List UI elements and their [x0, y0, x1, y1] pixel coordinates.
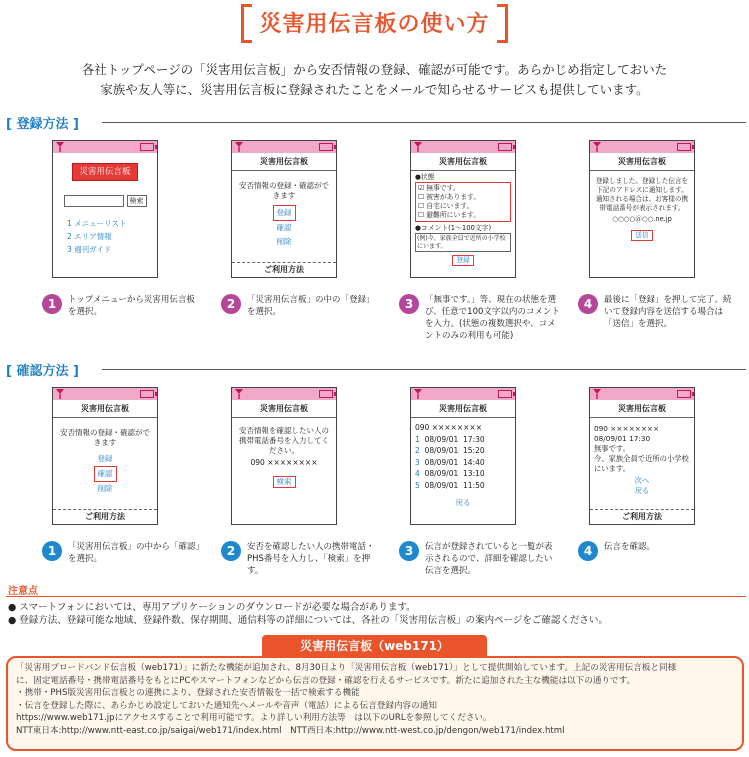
register-step-4 [578, 294, 743, 350]
step-number: 4 [578, 294, 598, 314]
back-link[interactable]: 戻る [455, 498, 471, 507]
screen-header: 災害用伝言板 [53, 400, 157, 418]
notes-divider [6, 596, 746, 597]
notify-address: ○○○○＠○○.ne.jp [612, 215, 672, 223]
confirm-heading: [ 確認方法 ] [6, 360, 83, 379]
step-number: 3 [399, 294, 419, 314]
antenna-icon [56, 389, 64, 399]
step-number: 4 [578, 541, 598, 561]
battery-icon [498, 143, 512, 151]
notes-heading: 注意点 [8, 586, 38, 597]
screen-text: 安否情報の登録・確認ができます [60, 428, 150, 447]
note-item: ● 登録方法、登録可能な地域、登録件数、保存期間、通信料等の詳細については、各社の「災害用伝言板」の案内ページをご確認ください。 [8, 615, 608, 626]
antenna-icon [414, 389, 422, 399]
antenna-icon [235, 389, 243, 399]
page-title: 災害用伝言板の使い方 [241, 4, 507, 43]
battery-icon [140, 143, 154, 151]
web171-line: ・伝言を登録した際に、あらかじめ設定しておいた通知先へメールや音声（電話）による伝言登録内容の通知 [16, 700, 437, 711]
searched-number: 090 ×××××××× [594, 424, 660, 433]
confirm-link[interactable]: 確認 [276, 223, 292, 232]
status-option[interactable]: ☐ 避難所にいます。 [418, 211, 481, 219]
phone-confirm-3 [410, 387, 516, 525]
screen-text: 安否情報を確認したい人の携帯電話番号を入力してください。 [239, 426, 329, 455]
message-row[interactable]: 1 08/09/01 17:30 [415, 434, 485, 444]
step-number: 2 [221, 541, 241, 561]
step-text: 「災害用伝言板」の中の「登録」を選択。 [247, 295, 375, 317]
phone-register-1 [52, 140, 158, 278]
message-comment: 今、家族全員で近所の小学校にいます。 [594, 454, 689, 473]
step-text: 安否を確認したい人の携帯電話・PHS番号を入力し、「検索」を押す。 [247, 542, 375, 576]
register-heading: [ 登録方法 ] [6, 113, 83, 132]
status-options [415, 182, 511, 222]
phone-confirm-1 [52, 387, 158, 525]
weekly-guide-link[interactable]: 3 週刊ガイド [67, 245, 112, 254]
antenna-icon [235, 142, 243, 152]
screen-text: 安否情報の登録・確認ができます [239, 181, 329, 200]
confirm-step-2 [221, 541, 386, 577]
battery-icon [319, 390, 333, 398]
delete-link[interactable]: 削除 [97, 484, 113, 493]
battery-icon [677, 390, 691, 398]
back-link[interactable]: 戻る [634, 486, 650, 495]
web171-line: に、固定電話番号・携帯電話番号をもとにPCやスマートフォンなどから伝言の登録・確認を行えるサービスです。新たに追加された主な機能は以下の通りです。 [16, 675, 636, 686]
antenna-icon [56, 142, 64, 152]
comment-input[interactable]: (例)今、家族全員で近所の小学校にいます。 [415, 233, 511, 252]
step-text: 伝言が登録されていると一覧が表示されるので、詳細を確認したい伝言を選択。 [425, 542, 553, 576]
step-text: トップメニューから災害用伝言板を選択。 [68, 295, 195, 317]
confirm-step-1 [42, 541, 207, 577]
title-area [0, 0, 749, 48]
register-step-3 [399, 294, 564, 354]
antenna-icon [593, 389, 601, 399]
status-option[interactable]: ☐ 自宅にいます。 [418, 202, 474, 210]
screen-header: 災害用伝言板 [411, 400, 515, 418]
comment-label: ●コメント(1～100文字) [415, 224, 492, 232]
battery-icon [140, 390, 154, 398]
antenna-icon [414, 142, 422, 152]
confirm-step-3 [399, 541, 564, 577]
notes-list [8, 601, 743, 627]
intro-line-2: 家族や友人等に、災害用伝言板に登録されたことをメールで知らせるサービスも提供しています。 [100, 82, 649, 97]
step-number: 1 [42, 541, 62, 561]
phone-number-input[interactable]: 090 ×××××××× [250, 458, 318, 467]
message-status: 無事です。 [594, 444, 630, 453]
completion-text: 登録しました。登録した伝言を下記のアドレスに通知します。通知される場合は、お客様の携帯電話番号が表示されます。 [595, 177, 689, 212]
confirm-section-header [6, 360, 746, 378]
phone-register-4 [589, 140, 695, 278]
search-button[interactable]: 検索 [273, 476, 296, 488]
web171-line[interactable]: https://www.web171.jpにアクセスすることで利用可能です。より詳しい利用方法等 は以下のURLを参照してください。 [16, 713, 492, 723]
next-link[interactable]: 次へ [634, 476, 650, 485]
screen-header: 災害用伝言板 [232, 153, 336, 171]
search-button[interactable]: 検索 [127, 195, 147, 207]
web171-line: 「災害用ブロードバンド伝言板（web171）」に新たな機能が追加され、8月30日より「災害用伝言板（web171）」として提供開始しています。上記の災害用伝言板と同様 [16, 663, 677, 673]
step-text: 「無事です。」等、現在の状態を選び、任意で100文字以内のコメントを入力。(状態の複数選択や、コメントのみの利用も可能) [425, 295, 560, 341]
step-number: 3 [399, 541, 419, 561]
message-row[interactable]: 4 08/09/01 13:10 [415, 469, 485, 478]
status-bar [232, 388, 336, 400]
step-text: 最後に「登録」を押して完了。続いて登録内容を送信する場合は「送信」を選択。 [604, 295, 732, 329]
area-info-link[interactable]: 2 エリア情報 [67, 232, 112, 241]
screen-header: 災害用伝言板 [411, 153, 515, 171]
battery-icon [319, 143, 333, 151]
screen-header: 災害用伝言板 [590, 153, 694, 171]
message-row[interactable]: 2 08/09/01 15:20 [415, 446, 485, 455]
screen-header: 災害用伝言板 [590, 400, 694, 418]
message-row[interactable]: 3 08/09/01 14:40 [415, 457, 485, 467]
phone-confirm-2 [231, 387, 337, 525]
status-bar [53, 388, 157, 400]
antenna-icon [593, 142, 601, 152]
confirm-link[interactable]: 確認 [94, 466, 117, 482]
status-bar [411, 141, 515, 153]
disaster-board-button[interactable]: 災害用伝言板 [72, 163, 137, 181]
screen-header: 災害用伝言板 [232, 400, 336, 418]
web171-line: ・携帯・PHS版災害用伝言板との連携により、登録された安否情報を一括で検索する機能 [16, 688, 360, 698]
register-step-1 [42, 294, 207, 350]
delete-link[interactable]: 削除 [276, 237, 292, 246]
divider [102, 122, 746, 123]
step-number: 2 [221, 294, 241, 314]
send-button[interactable]: 送信 [631, 230, 652, 241]
menu-list-link[interactable]: 1 メニューリスト [67, 219, 127, 228]
intro-text [20, 60, 729, 100]
message-date: 08/09/01 17:30 [594, 434, 651, 443]
register-step-2 [221, 294, 386, 350]
register-section-header [6, 113, 746, 131]
search-input[interactable] [64, 195, 124, 207]
status-bar [53, 141, 157, 153]
battery-icon [677, 143, 691, 151]
step-text: 「災害用伝言板」の中から「確認」を選択。 [68, 542, 200, 564]
status-label: ●状態 [415, 173, 435, 181]
status-option[interactable]: ☑ 無事です。 [418, 184, 460, 192]
status-bar [411, 388, 515, 400]
usage-link[interactable]: ご利用方法 [53, 509, 157, 524]
divider [102, 369, 746, 370]
note-item: ● スマートフォンにおいては、専用アプリケーションのダウンロードが必要な場合があります。 [8, 602, 416, 613]
status-bar [590, 141, 694, 153]
status-bar [232, 141, 336, 153]
battery-icon [498, 390, 512, 398]
step-text: 伝言を確認。 [604, 542, 656, 552]
register-link[interactable]: 登録 [97, 454, 113, 463]
status-option[interactable]: ☐ 被害があります。 [418, 193, 481, 201]
phone-register-3 [410, 140, 516, 278]
phone-confirm-4 [589, 387, 695, 525]
submit-register-button[interactable]: 登録 [452, 255, 474, 266]
status-bar [590, 388, 694, 400]
web171-box [6, 656, 744, 751]
intro-line-1: 各社トップページの「災害用伝言板」から安否情報の登録、確認が可能です。あらかじめ指定しておいた [81, 62, 668, 77]
usage-link[interactable]: ご利用方法 [590, 509, 694, 524]
register-link[interactable]: 登録 [273, 205, 296, 221]
web171-urls[interactable]: NTT東日本:http://www.ntt-east.co.jp/saigai/web171/index.html NTT西日本:http://www.ntt-west.co.jp/dengon/web171/index.html [16, 725, 565, 736]
confirm-step-4 [578, 541, 743, 577]
searched-number: 090 ×××××××× [415, 423, 482, 432]
message-row[interactable]: 5 08/09/01 11:50 [415, 480, 485, 490]
phone-register-2 [231, 140, 337, 278]
step-number: 1 [42, 294, 62, 314]
web171-tab: 災害用伝言板（web171） [262, 635, 487, 657]
usage-link[interactable]: ご利用方法 [232, 262, 336, 277]
